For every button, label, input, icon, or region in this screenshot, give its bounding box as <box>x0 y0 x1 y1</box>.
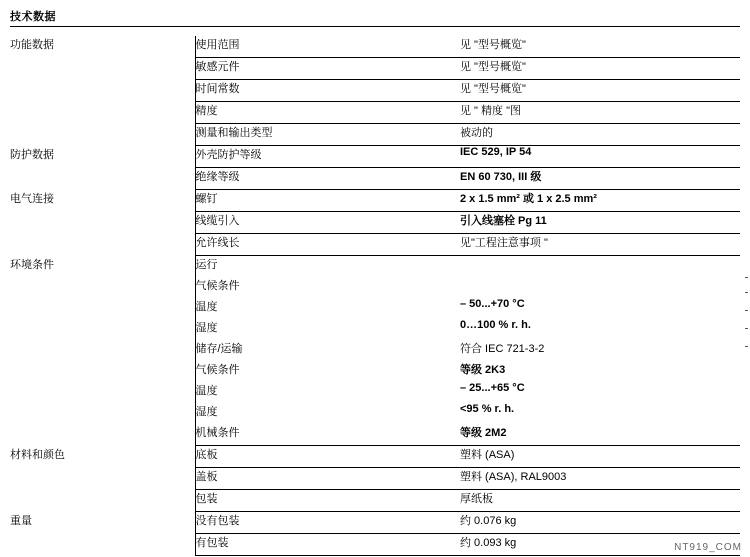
row-label: 没有包装 <box>195 512 460 534</box>
row-label: 气候条件 <box>195 361 460 382</box>
table-row <box>10 80 740 102</box>
table-row <box>10 234 740 256</box>
row-group-label: 电气连接 <box>10 192 54 205</box>
table-row <box>10 534 740 556</box>
table-row <box>10 298 740 319</box>
page-title: 技术数据 <box>10 11 56 23</box>
row-group-label <box>10 298 195 319</box>
row-group-label <box>10 102 195 124</box>
row-label: 机械条件 <box>195 424 460 446</box>
row-label: 湿度 <box>195 319 460 340</box>
table-row <box>10 212 740 234</box>
row-group-label <box>10 424 195 446</box>
table-row <box>10 468 740 490</box>
table-row <box>10 512 740 534</box>
row-label: 线缆引入 <box>195 212 460 234</box>
row-value: 见 "型号概览" <box>460 36 740 58</box>
row-value: <95 % r. h. <box>460 403 515 415</box>
row-label: 敏感元件 <box>195 58 460 80</box>
scan-tick <box>745 328 748 329</box>
row-group-label <box>10 234 195 256</box>
row-label: 绝缘等级 <box>195 168 460 190</box>
row-group-label: 功能数据 <box>10 39 54 51</box>
row-label: 气候条件 <box>195 277 460 298</box>
row-value <box>460 277 740 298</box>
table-row <box>10 168 740 190</box>
table-row <box>10 146 740 168</box>
table-row <box>10 36 740 58</box>
row-value: – 50...+70 °C <box>460 298 525 310</box>
row-label: 储存/运输 <box>195 340 460 361</box>
table-row <box>10 102 740 124</box>
row-value: 见"工程注意事项 " <box>460 234 740 256</box>
row-group-label <box>10 490 195 512</box>
row-value: 约 0.076 kg <box>460 512 740 534</box>
row-label: 测量和输出类型 <box>195 124 460 146</box>
table-row <box>10 424 740 446</box>
row-group-label <box>10 403 195 424</box>
scan-tick <box>745 292 748 293</box>
table-row <box>10 340 740 361</box>
row-value: 0…100 % r. h. <box>460 319 531 331</box>
footer-watermark: NT919_COM <box>674 542 742 553</box>
table-row <box>10 446 740 468</box>
row-label: 底板 <box>195 446 460 468</box>
row-group-label <box>10 340 195 361</box>
row-label: 湿度 <box>195 403 460 424</box>
row-group-label: 重量 <box>10 514 32 527</box>
row-label: 温度 <box>195 382 460 403</box>
row-value: – 25...+65 °C <box>460 382 525 394</box>
table-row <box>10 190 740 212</box>
row-group-label <box>10 58 195 80</box>
scan-tick <box>745 277 748 278</box>
row-group-label <box>10 382 195 403</box>
row-label: 螺钉 <box>195 190 460 212</box>
table-row <box>10 256 740 278</box>
row-value: 见 " 精度 "图 <box>460 102 740 124</box>
table-row <box>10 124 740 146</box>
row-value: IEC 529, IP 54 <box>460 146 740 168</box>
row-group-label <box>10 319 195 340</box>
row-group-label <box>10 361 195 382</box>
row-value: EN 60 730, III 级 <box>460 168 740 190</box>
row-value: 2 x 1.5 mm² 或 1 x 2.5 mm² <box>460 190 740 212</box>
row-value: 引入线塞栓 Pg 11 <box>460 212 740 234</box>
table-row <box>10 490 740 512</box>
row-value: 塑料 (ASA), RAL9003 <box>460 468 740 490</box>
scan-tick <box>745 310 748 311</box>
table-body <box>10 36 740 556</box>
row-value: 见 "型号概览" <box>460 80 740 102</box>
row-label: 精度 <box>195 102 460 124</box>
row-group-label <box>10 168 195 190</box>
table-row <box>10 403 740 424</box>
row-value: 符合 IEC 721-3-2 <box>460 343 545 355</box>
row-group-label: 防护数据 <box>10 148 54 161</box>
row-value: 厚纸板 <box>460 490 740 512</box>
row-group-label <box>10 212 195 234</box>
scan-tick <box>745 346 748 347</box>
row-label: 时间常数 <box>195 80 460 102</box>
row-label: 运行 <box>195 256 460 278</box>
table-row <box>10 361 740 382</box>
title-divider <box>10 26 740 27</box>
table-row <box>10 58 740 80</box>
row-label: 盖板 <box>195 468 460 490</box>
table-row <box>10 277 740 298</box>
row-label: 允许线长 <box>195 234 460 256</box>
row-group-label <box>10 277 195 298</box>
row-value: 约 0.093 kg <box>460 534 740 556</box>
row-value: 等级 2M2 <box>460 424 740 446</box>
row-group-label <box>10 534 195 556</box>
row-value: 被动的 <box>460 124 740 146</box>
row-value: 等级 2K3 <box>460 364 506 376</box>
row-label: 包装 <box>195 490 460 512</box>
row-label: 外壳防护等级 <box>195 146 460 168</box>
row-group-label: 材料和颜色 <box>10 448 65 461</box>
row-group-label <box>10 80 195 102</box>
row-group-label <box>10 124 195 146</box>
row-value: 见 "型号概览" <box>460 58 740 80</box>
row-group-label <box>10 468 195 490</box>
row-label: 有包装 <box>195 534 460 556</box>
row-label: 使用范围 <box>195 36 460 58</box>
row-group-label: 环境条件 <box>10 258 54 271</box>
row-label: 温度 <box>195 298 460 319</box>
row-value: 塑料 (ASA) <box>460 446 740 468</box>
table-row <box>10 319 740 340</box>
technical-data-table <box>10 36 740 556</box>
row-value <box>460 256 740 278</box>
table-row <box>10 382 740 403</box>
